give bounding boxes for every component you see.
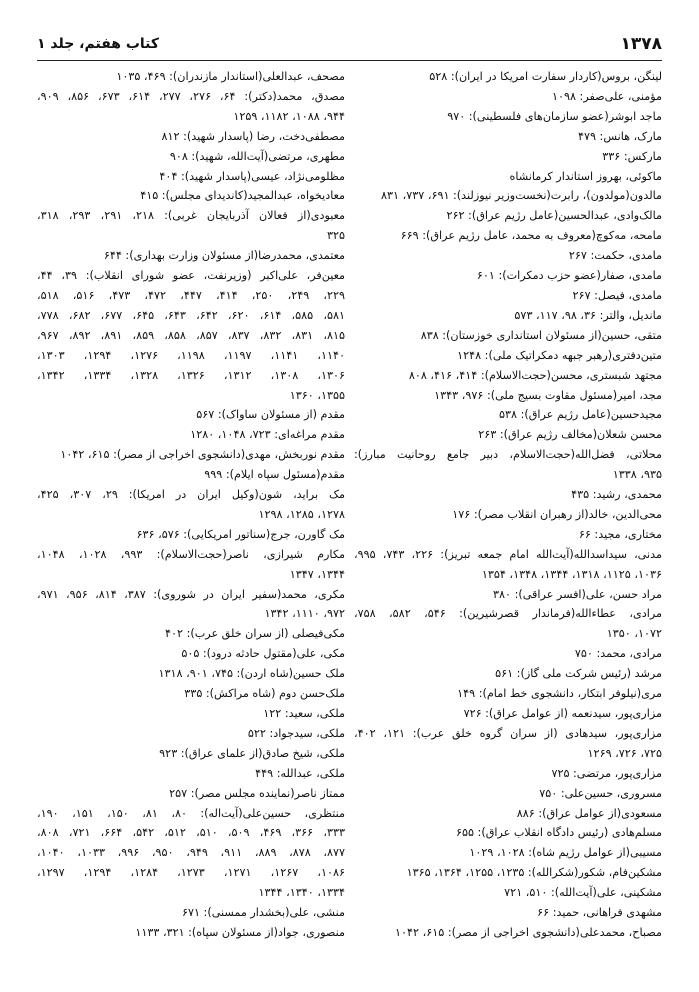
index-entry-line: مجد، امیر(مسئول مقاوت بسیج ملی): ۹۷۶، ۱۳۴۳ xyxy=(434,388,662,402)
index-entry-line: متقی، حسین(از مسئولان استانداری خوزستان): ۸۳۸ xyxy=(420,328,662,342)
index-entry-line: مامدی، حکمت: ۲۶۷ xyxy=(568,249,662,263)
index-entry-line: مکری، محمد(سفیر ایران در شوروی): ۳۸۷، ۸۱۴، ۹۵۶، ۹۷۱، xyxy=(37,587,345,601)
index-entry-line: مقدم (از مسئولان ساواک): ۵۶۷ xyxy=(196,408,345,422)
index-entry-line: مزاری‌پور، سیدهادی (از سران گروه خلق عرب): ۱۲۱، ۴۰۲، xyxy=(354,726,662,740)
index-entry-line: مامحه، مه‌کوچ(معروف به محمد، عامل رژیم عراق): ۶۶۹ xyxy=(400,229,662,243)
index-entry-line: مراد حسن، علی(افسر عراقی): ۳۸۰ xyxy=(493,587,662,601)
index-entry-line: ملکی، عبدالله: ۴۴۹ xyxy=(255,766,345,780)
index-entry-line: مقدم مراغه‌ای: ۷۲۳، ۱۰۴۸، ۱۲۸۰ xyxy=(190,428,345,442)
index-entry-line: مسلم‌هادی (رئیس دادگاه انقلاب عراق): ۶۵۵ xyxy=(455,826,662,840)
index-entry-line: ۱۳۵۵، ۱۳۶۰ xyxy=(289,388,345,402)
index-entry-line: مختاری، مجید: ۶۶ xyxy=(578,527,662,541)
index-entry-line: متین‌دفتری(رهبر جبهه دمکراتیک ملی): ۱۲۴۸ xyxy=(457,348,662,362)
index-entry-line: مصباح، محمدعلی(دانشجوی اخراجی از مصر): ۶۱۵، ۱۰۴۲ xyxy=(395,925,662,939)
index-entry-line: ملکی، سیدجواد: ۵۲۲ xyxy=(247,726,345,740)
index-entry-line: ملک حسین(شاه اردن): ۷۴۵، ۹۰۱، ۱۳۱۸ xyxy=(158,667,345,681)
index-entry-line: منشی، علی(بخشدار ممسنی): ۶۷۱ xyxy=(181,906,345,920)
page-number: ۱۳۷۸ xyxy=(620,34,662,54)
index-entry-line: ۵۸۱، ۵۸۵، ۶۱۴، ۶۲۰، ۶۴۲، ۶۴۳، ۶۴۵، ۶۷۷، ۶۸۲، ۷۷۸، xyxy=(37,308,345,322)
index-entry-line: مری(نیلوفر ابتکار، دانشجوی خط امام): ۱۴۹ xyxy=(457,687,662,701)
index-entry-line: معتمدی، محمدرضا(از مسئولان وزارت بهداری): ۶۴۴ xyxy=(103,249,345,263)
index-entry-line: مالک‌وادی، عبدالحسین(عامل رژیم عراق): ۲۶۲ xyxy=(446,209,662,223)
index-entry-line: مسروری، حسین‌علی: ۷۵۰ xyxy=(539,786,662,800)
index-entry-line: ماجد ابوشر(عضو سازمان‌های فلسطینی): ۹۷۰ xyxy=(447,109,662,123)
index-entry-line: مامدی، صفار(عضو حزب دمکرات): ۶۰۱ xyxy=(476,269,662,283)
index-entry-line: ۷۲۵، ۷۲۶، ۱۲۶۹ xyxy=(587,746,662,760)
index-entry-line: مشهدی فراهانی، حمید: ۶۶ xyxy=(537,906,662,920)
index-entry-line: مؤمنی، علی‌صفر: ۱۰۹۸ xyxy=(551,89,662,103)
index-entry-line: مرشد (رئیس شرکت ملی گاز): ۵۶۱ xyxy=(495,667,662,681)
index-entry-line: ۱۳۳۴، ۱۳۴۰، ۱۳۴۴ xyxy=(258,886,345,900)
index-entry-line: مامدی، فیصل: ۲۶۷ xyxy=(572,288,662,302)
index-entry-line: مزاری‌پور، مرتضی: ۷۲۵ xyxy=(551,766,662,780)
index-entry-line: مکی‌فیصلی (از سران خلق عرب): ۴۰۲ xyxy=(165,627,345,641)
index-entry-line: ماکوئی، بهروز استاندار کرمانشاه xyxy=(509,169,662,183)
index-entry-line: مصطفی‌دخت، رضا (پاسدار شهید): ۸۱۲ xyxy=(161,129,345,143)
index-entry-line: مسیبی(از عوامل رژیم شاه): ۱۰۲۸، ۱۰۲۹ xyxy=(469,846,662,860)
index-entry-line: ۱۰۷۲، ۱۳۵۰ xyxy=(606,627,662,641)
index-entry-line: مشکینی، علی(آیت‌الله): ۵۱۰، ۷۲۱ xyxy=(504,886,662,900)
index-entry-line: ۹۴۴، ۱۰۸۸، ۱۱۸۲، ۱۲۵۹ xyxy=(233,109,345,123)
index-entry-line: ۱۳۰۶، ۱۳۰۸، ۱۳۱۲، ۱۳۲۶، ۱۳۲۸، ۱۳۳۴، ۱۳۴۲، xyxy=(37,368,345,382)
index-entry-line: مقدم(مسئول سپاه ایلام): ۹۹۹ xyxy=(204,468,345,482)
index-entry-line: مکارم شیرازی، ناصر(حجت‌الاسلام): ۹۹۳، ۱۰۲۸، ۱۰۴۸، xyxy=(37,547,345,561)
index-entry-line: ملکی، سعید: ۱۲۲ xyxy=(263,707,345,720)
index-entry-line: مارکس: ۳۳۶ xyxy=(602,149,662,163)
index-entry-line: مشکین‌فام، شکور(شکرالله): ۱۲۳۵، ۱۲۵۵، ۱۳۶۴، ۱۳۶۵ xyxy=(406,866,662,880)
index-entry-line: مالدون(مولدون)، رابرت(نخست‌وزیر نیوزلند): ۶۹۱، ۷۳۷، ۸۳۱ xyxy=(381,189,662,203)
index-entry-line: لینگن، بروس(کاردار سفارت امریکا در ایران): ۵۲۸ xyxy=(429,70,662,83)
index-entry-line: مسعودی(از عوامل عراق): ۸۸۶ xyxy=(516,806,662,820)
index-entry-line: ملک‌حسن دوم (شاه مراکش): ۳۳۵ xyxy=(184,687,345,701)
index-entry-line: ۳۳۳، ۳۶۶، ۴۶۹، ۵۰۹، ۵۱۰، ۵۱۲، ۵۴۲، ۶۶۴، ۷۲۱، ۸۰۸، xyxy=(37,826,345,840)
index-entry-line: مصدق، محمد(دکتر): ۶۴، ۲۷۶، ۲۷۷، ۶۱۴، ۶۷۳، ۸۵۶، ۹۰۹، xyxy=(37,89,345,103)
index-entry-line: ۸۱۵، ۸۳۱، ۸۳۲، ۸۳۷، ۸۵۷، ۸۵۸، ۸۵۹، ۸۹۱، ۸۹۲، ۹۶۷، xyxy=(37,328,345,342)
index-entry-line: مزاری‌پور، سیدنعمه (از عوامل عراق): ۷۲۶ xyxy=(463,707,662,720)
index-entry-line: مک براید، شون(وکیل ایران در امریکا): ۲۹، ۳۰۷، ۴۲۵، xyxy=(37,488,345,502)
index-entry-line: معادیخواه، عبدالمجید(کاندیدای مجلس): ۴۱۵ xyxy=(140,189,345,203)
index-entry-line: مقدم نوربخش، مهدی(دانشجوی اخراجی از مصر): ۶۱۵، ۱۰۴۲ xyxy=(60,448,345,462)
index-entry-line: معبودی(از فعالان آذربایجان غربی): ۲۱۸، ۲۹۱، ۲۹۳، ۳۱۸، xyxy=(37,209,345,223)
book-title: کتاب هفتم، جلد ۱ xyxy=(37,36,160,52)
index-entry-line: مکی، علی(مقتول حادثه درود): ۵۰۵ xyxy=(181,647,345,661)
index-entry-line: ۲۲۹، ۲۴۹، ۲۵۰، ۴۱۴، ۴۴۷، ۴۷۲، ۴۷۳، ۵۱۶، ۵۱۸، xyxy=(37,288,345,302)
index-entry-line: مرادی، عطاءالله(فرماندار قصرشیرین): ۵۴۶، ۵۸۲، ۷۵۸، xyxy=(354,607,662,621)
index-entry-line: ۱۳۴۴، ۱۳۴۷ xyxy=(289,567,345,581)
index-entry-line: ۳۲۵ xyxy=(326,229,345,243)
index-entry-line: ۱۲۷۸، ۱۲۸۵، ۱۲۹۸ xyxy=(258,507,345,521)
index-entry-line: مصحف، عبدالعلی(استاندار مازندران): ۴۶۹، ۱۰۳۵ xyxy=(116,70,345,83)
index-entry-line: مک گاورن، جرج(سناتور امریکایی): ۵۷۶، ۶۳۶ xyxy=(136,527,345,541)
index-entry-line: ۱۱۴۰، ۱۱۴۱، ۱۱۹۷، ۱۱۹۸، ۱۲۷۶، ۱۲۹۴، ۱۳۰۳، xyxy=(37,348,345,362)
index-entry-line: مدنی، سیداسدالله(آیت‌الله امام جمعه تبریز): ۲۲۶، ۷۴۳، ۹۹۵، xyxy=(354,547,662,561)
index-entry-line: مطهری، مرتضی(آیت‌الله، شهید): ۹۰۸ xyxy=(169,149,345,163)
index-entry-line: مرادی، محمد: ۷۵۰ xyxy=(574,647,662,661)
index-entry-line: ممتاز ناصر(نماینده مجلس مصر): ۲۵۷ xyxy=(169,786,345,800)
index-entry-line: ملکی، شیخ صادق(از علمای عراق): ۹۲۳ xyxy=(159,746,345,760)
index-entry-line: محی‌الدین، خالد(از رهبران انقلاب مصر): ۱۷۶ xyxy=(452,507,662,521)
index-column-left xyxy=(37,67,345,943)
index-entry-line: منصوری، جواد(از مسئولان سپاه): ۳۲۱، ۱۱۳۳ xyxy=(135,925,345,939)
index-entry-line: مجتهد شبستری، محسن(حجت‌الاسلام): ۴۱۴، ۴۱۶، ۸۰۸ xyxy=(408,368,662,382)
index-entry-line: ۸۷۷، ۸۷۸، ۸۸۹، ۹۱۱، ۹۴۹، ۹۵۰، ۹۹۶، ۱۰۳۳، ۱۰۴۰، xyxy=(37,846,345,860)
index-entry-line: ۱۰۸۶، ۱۲۶۷، ۱۲۷۱، ۱۲۷۳، ۱۲۸۴، ۱۲۹۴، ۱۲۹۷، xyxy=(37,866,345,880)
index-entry-line: منتظری، حسین‌علی(آیت‌اله): ۸۰، ۸۱، ۱۵۰، ۱۵۱، ۱۹۰، xyxy=(37,806,345,820)
index-entry-line: مجیدحسین(عامل رژیم عراق): ۵۳۸ xyxy=(499,408,662,422)
index-entry-line: ۱۰۳۶، ۱۱۲۵، ۱۳۱۸، ۱۳۴۴، ۱۳۴۸، ۱۳۵۴ xyxy=(481,567,662,581)
index-entry-line: محمدی، رشید: ۴۳۵ xyxy=(571,488,662,502)
index-entry-line: محسن شعلان(مخالف رژیم عراق): ۲۶۳ xyxy=(478,428,662,442)
page-header xyxy=(37,34,662,60)
index-entry-line: مظلومی‌نژاد، عیسی(پاسدار شهید): ۴۰۴ xyxy=(159,169,345,183)
header-rule xyxy=(37,60,662,61)
index-entry-line: ۹۷۲، ۱۱۱۰، ۱۳۴۲ xyxy=(264,607,345,621)
index-entry-line: ۹۳۵، ۱۳۳۸ xyxy=(612,468,662,482)
index-entry-line: ماندیل، والتر: ۳۶، ۹۸، ۱۱۷، ۵۷۳ xyxy=(514,308,662,322)
index-entry-line: معین‌فر، علی‌اکبر (وزیرنفت، عضو شورای انقلاب): ۳۹، ۴۴، xyxy=(37,269,345,283)
index-entry-line: محلاتی، فضل‌الله(حجت‌الاسلام، دبیر جامع روحانیت مبارز): xyxy=(354,448,662,462)
index-column-right xyxy=(354,67,662,943)
index-entry-line: مارک، هانس: ۴۷۹ xyxy=(577,129,662,143)
